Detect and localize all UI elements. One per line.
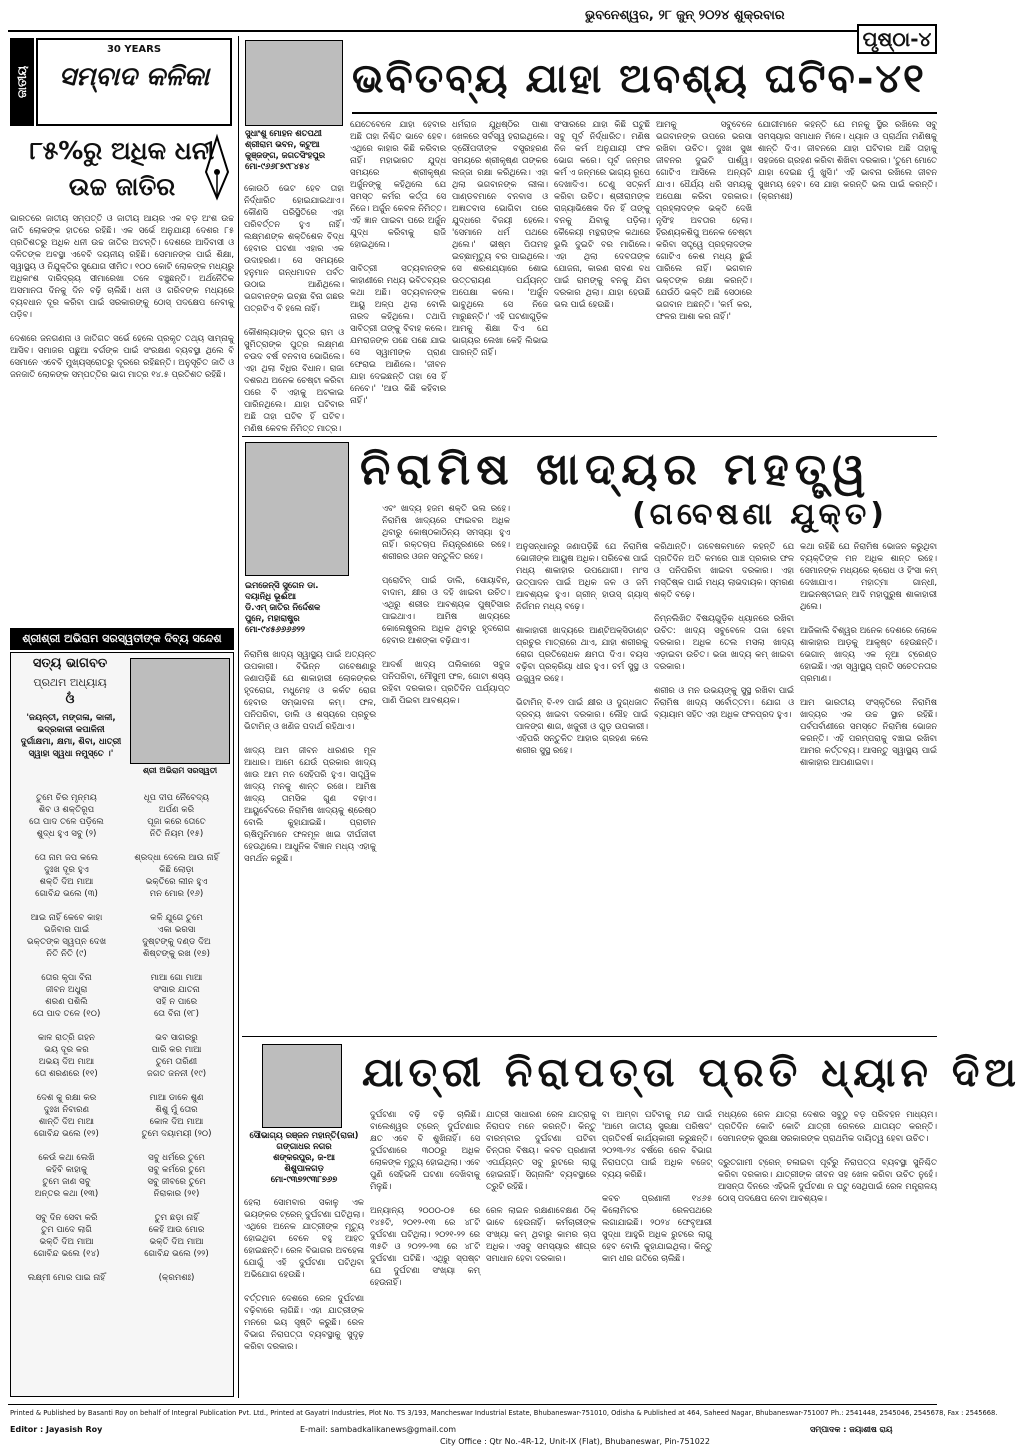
masthead-side-label: ଜାତୀୟ xyxy=(10,38,34,126)
footer-rule xyxy=(8,1404,937,1405)
article2-headline: ନିରାମିଷ ଖାଦ୍ୟର ମହତ୍ତ୍ୱ xyxy=(360,444,872,495)
page-number-box: ପୃଷ୍ଠା-୪ xyxy=(857,24,937,54)
saint-photo-caption: ଶ୍ରୀ ଅଭିରାମ ସରସ୍ୱତୀ xyxy=(142,766,218,775)
article2-col-2: ଏବଂ ଖାଦ୍ୟ ହଜମ ଶକ୍ତି ଭଲ ରହେ। ନିରାମିଷ ଖାଦ୍ୟରେ ଫାଇବର ଅଧିକ ଥିବାରୁ କୋଷ୍ଠକାଠିନ୍ୟ ସମସ୍ୟା ହୁଏ ନାହିଁ। ରକ୍ତଚାପ ନିୟନ୍ତ୍ରଣରେ ରହେ। ଶରୀରର ଓଜନ ସନ୍ତୁଳିତ ରହେ। ପ୍ରୋଟିନ୍ ପାଇଁ ଡାଲି, ସୋୟାବିନ୍, ବାଦାମ, କ୍ଷୀର ଓ ଦହି ଖାଇବା ଉଚିତ। ଏଥିରୁ ଶରୀର ଆବଶ୍ୟକ ପୁଷ୍ଟିସାର ପାଇଥାଏ। ଆମିଷ ଖାଦ୍ୟରେ କୋଲେଷ୍ଟ୍ରଲ ଅଧିକ ଥିବାରୁ ହୃଦରୋଗ ହେବାର ଆଶଙ୍କା ବଢ଼ିଯାଏ। ଆଦର୍ଶ ଖାଦ୍ୟ ତାଲିକାରେ ସବୁଜ ପନିପରିବା, ମୌସୁମୀ ଫଳ, ଗୋଟା ଶସ୍ୟ ରହିବା ଦରକାର। ପ୍ରତିଦିନ ପର୍ଯ୍ୟାପ୍ତ ପାଣି ପିଇବା ଆବଶ୍ୟକ। xyxy=(382,503,510,705)
spiritual-chapter: ପ୍ରଥମ ଅଧ୍ୟାୟ xyxy=(33,676,107,689)
spiritual-poem-column-1: ତୁମେ ଚିର ମୃନ୍ମୟ ଶିବ ଓ ଶକ୍ତିରୂପ ତୋ ପାଦ ତଳେ ପଡ଼ିଲେ ଶୁଦ୍ଧ ହୁଏ ସବୁ (୨) ତୋ ନାମ ଜପ କଲେ ଦୁଃଖ ଦୂର ହୁଏ ଶକ୍ତି ଦିଅ ମାଆ ଗୋବିନ୍ଦ ଭଲେ (୩) ଆଇ ନାହିଁ କେବେ କାହା ଭଜିବାର ପାଇଁ ଭକ୍ତଙ୍କ ସ୍ୱପ୍ନ ଦେଖ ନିତି ନିତି (୯) ତୋର କୃପା ବିନା ଜୀବନ ଅଧୁରା ଶରଣ ପଶିଲି ତୋ ପାଦ ତଳେ (୧୦) କାଳ ରାତ୍ରି ଗହନ ଭୟ ଦୂର କର ଅଭୟ ଦିଅ ମାଆ ତୋ ଶରଣରେ (୧୧) ଦେଶ କୁ ରକ୍ଷା କର ଦୁଃଖ ନିବାରଣ ଶାନ୍ତି ଦିଅ ମାଆ ଗୋବିନ୍ଦ ଭଲେ (୧୨) କେଉଁ କଥା ଲେଖି କହିବି କାହାକୁ ତୁମେ ଜାଣ ସବୁ ଅନ୍ତର କଥା (୧୩) ସବୁ ଦିନ ସେବା କରି ତୁମ ପାଦେ ଲାଗି ଭକ୍ତି ଦିଅ ମାଆ ଗୋବିନ୍ଦ ଭଲେ (୧୪) ଲକ୍ଷ୍ମୀ ମୋର ପାଇ ନାହିଁ xyxy=(26,793,107,1283)
author-photo-1 xyxy=(245,40,343,126)
header-rule xyxy=(8,30,857,32)
footer-city-office: City Office : Qtr No.-4R-12, Unit-IX (Flat), Bhubaneswar, Pin-751022 xyxy=(440,1437,710,1446)
left-story-body: ଭାରତରେ ଜାତୀୟ ସମ୍ପତ୍ତି ଓ ଜାତୀୟ ଆୟର ଏକ ବଡ଼ ଅଂଶ ଉଚ୍ଚ ଜାତି ଲୋକଙ୍କ ହାତରେ ରହିଛି। ଏକ ସର୍ଭେ ଅନୁଯାୟୀ ଦେଶର ୮୫ ପ୍ରତିଶତରୁ ଅଧିକ ଧନୀ ଉଚ୍ଚ ଜାତିର ଅଟନ୍ତି। ଦେଶରେ ଆଦିବାସୀ ଓ ଦଳିତଙ୍କ ଅବସ୍ଥା ଏବେବି ଦୟନୀୟ ରହିଛି। ସେମାନଙ୍କ ପାଇଁ ଶିକ୍ଷା, ସ୍ୱାସ୍ଥ୍ୟ ଓ ନିଯୁକ୍ତିର ସୁଯୋଗ ସୀମିତ। ୧୦୦ କୋଟି ଲୋକଙ୍କ ମଧ୍ୟରୁ ଅଧିକାଂଶ ଦାରିଦ୍ର୍ୟ ସୀମାରେଖା ତଳେ ବଞ୍ଚୁଛନ୍ତି। ଅର୍ଥନୈତିକ ଅସମାନତା ଦିନକୁ ଦିନ ବଢ଼ି ଚାଲିଛି। ଧନୀ ଓ ଗରିବଙ୍କ ମଧ୍ୟରେ ବ୍ୟବଧାନ ଦୂର କରିବା ପାଇଁ ସରକାରଙ୍କୁ ଠୋସ୍ ପଦକ୍ଷେପ ନେବାକୁ ପଡ଼ିବ। ଦେଶରେ ଜନଗଣନା ଓ ଜାତିଗତ ସର୍ଭେ ହେଲେ ପ୍ରକୃତ ତଥ୍ୟ ସାମ୍ନାକୁ ଆସିବ। ସମାଜର ପଛୁଆ ବର୍ଗଙ୍କ ପାଇଁ ସଂରକ୍ଷଣ ବ୍ୟବସ୍ଥା ଥିଲେ ବି ସେମାନେ ଏବେବି ମୁଖ୍ୟସ୍ରୋତରୁ ଦୂରରେ ରହିଛନ୍ତି। ଅନୁସୂଚିତ ଜାତି ଓ ଜନଜାତି ଲୋକଙ୍କ ସମ୍ପତ୍ତିର ଭାଗ ମାତ୍ର ୧୪.୫ ପ୍ରତିଶତ ରହିଛି। xyxy=(10,213,234,379)
footer-imprint: Printed & Published by Basanti Roy on behalf of Integral Publication Pvt. Ltd., Printed at Gayatri Industries, Plot No. TS 3/193, Mancheswar Industrial Estate, Bhubaneswar-751010, Odisha & Published at 464, Saheed Nagar, Bhubaneswar-751007 Ph.: 2541448, 2545046, 2545678, Fax : 2545668. xyxy=(10,1409,998,1417)
pen-nib-icon xyxy=(200,132,234,202)
article3-col-2: ଦୁର୍ଘଟଣା ବଢ଼ି ବଢ଼ି ଚାଲିଛି। ବାଲେଶ୍ୱର ଟ୍ରେନ୍ ଦୁର୍ଘଟଣାର କ୍ଷତ ଏବେ ବି ଶୁଖିନାହିଁ। ସେ ଦୁର୍ଘଟଣାରେ ୩୦୦ରୁ ଅଧିକ ଲୋକଙ୍କ ମୃତ୍ୟୁ ହୋଇଥିଲା। ଏବେ ପୁଣି ସେହିଭଳି ଘଟଣା ଦେଖିବାକୁ ମିଳୁଛି। ଅନ୍ୟାନ୍ୟ ୨୦୦୦-୦୫ ରେ ୧୪୫ଟି, ୨୦୧୨-୧୩ ରେ ୪୮ଟି ଦୁର୍ଘଟଣା ଘଟିଥିଲା। ୨୦୨୧-୨୨ ରେ ୩୫ଟି ଓ ୨୦୨୨-୨୩ ରେ ୪୮ଟି ଦୁର୍ଘଟଣା ଘଟିଛି। ଏଥିରୁ ସ୍ପଷ୍ଟ ଯେ ଦୁର୍ଘଟଣା ସଂଖ୍ୟା କମ୍ ହେଉନାହିଁ। xyxy=(370,1109,480,1287)
author-photo-2 xyxy=(245,442,349,576)
masthead-logo xyxy=(36,38,232,126)
article3-col-1: ହେଲା ସୋମବାର ସକାଳୁ ଏକ ଭୟଙ୍କର ଟ୍ରେନ୍ ଦୁର୍ଘଟଣା ଘଟିଥିଲା। ଏଥିରେ ଅନେକ ଯାତ୍ରୀଙ୍କ ମୃତ୍ୟୁ ହୋଇଥିବା ବେଳେ ବହୁ ଆହତ ହୋଇଛନ୍ତି। ରେଳ ବିଭାଗର ଅବହେଳା ଯୋଗୁଁ ଏହି ଦୁର୍ଘଟଣା ଘଟିଥିବା ଅଭିଯୋଗ ହେଉଛି। ବର୍ତ୍ତମାନ ଦେଶରେ ରେଳ ଦୁର୍ଘଟଣା ବଢ଼ିବାରେ ଲାଗିଛି। ଏହା ଯାତ୍ରୀଙ୍କ ମନରେ ଭୟ ସୃଷ୍ଟି କରୁଛି। ରେଳ ବିଭାଗ ନିରାପତ୍ତା ବ୍ୟବସ୍ଥାକୁ ସୁଦୃଢ଼ କରିବା ଦରକାର। xyxy=(244,1197,364,1351)
saint-photo xyxy=(130,658,230,764)
article1-col-1: କୋଉଠି ଭେଟ ହେବ ତାହା ନିର୍ଦ୍ଧାରିତ ହୋଇଯାଇଥାଏ। କୌଣସି ପରିସ୍ଥିତିରେ ଏହା ପରିବର୍ତ୍ତନ ହୁଏ ନାହିଁ। ଲକ୍ଷ୍ମଣଙ୍କ ଶକ୍ତିଶେଳ ବିଦ୍ଧ ହେବାର ଘଟଣା ଏହାର ଏକ ଉଦାହରଣ। ସେ ସମୟରେ ହନୁମାନ ଗନ୍ଧମାଦନ ପର୍ବତ ଉଠାଇ ଆଣିଥିଲେ। ଭଗବାନଙ୍କ ଇଚ୍ଛା ବିନା ଗଛର ପତ୍ରଟିଏ ବି ହଲେ ନାହିଁ। କୌଶଲ୍ୟାଙ୍କ ପୁତ୍ର ରାମ ଓ ସୁମିତ୍ରାଙ୍କ ପୁତ୍ର ଲକ୍ଷ୍ମଣ ଚଉଦ ବର୍ଷ ବନବାସ ଭୋଗିଲେ। ଏହା ଥିଲା ବିଧିର ବିଧାନ। ରାଜା ଦଶରଥ ଅନେକ ଚେଷ୍ଟା କରିବା ପରେ ବି ଏହାକୁ ଅଟକାଇ ପାରିନଥିଲେ। ଯାହା ଘଟିବାର ଅଛି ତାହା ଘଟିବ ହିଁ ଘଟିବ। ମଣିଷ କେବଳ ନିମିତ୍ତ ମାତ୍ର। xyxy=(244,183,344,433)
article3-col-3: ଯାତ୍ରୀ ସାଧାରଣ ରେଳ ଯାତ୍ରାକୁ ନିରାପଦ ମନେ କରନ୍ତି। କିନ୍ତୁ ବାରମ୍ବାର ଦୁର୍ଘଟଣା ଘଟିବା ଚିନ୍ତାର ବିଷୟ। କବଚ ପ୍ରଣାଳୀ ଏପର୍ଯ୍ୟନ୍ତ ସବୁ ରୁଟରେ ଲାଗୁ ହୋଇନାହିଁ। ସିଗ୍ନାଲିଂ ବ୍ୟବସ୍ଥାରେ ତ୍ରୁଟି ରହିଛି। ରେଳ ଲାଇନ ରକ୍ଷଣାବେକ୍ଷଣ ଠିକ୍ ଭାବେ ହେଉନାହିଁ। କର୍ମଚାରୀଙ୍କ ସଂଖ୍ୟା କମ୍ ଥିବାରୁ କାମର ଚାପ ଅଧିକ। ଏସବୁ ସମସ୍ୟାର ଶୀଘ୍ର ସମାଧାନ ହେବା ଦରକାର। xyxy=(486,1109,596,1263)
footer-email: E-mail: sambadkalikanews@gmail.com xyxy=(300,1425,457,1434)
article2-bottom-rule xyxy=(242,1036,937,1037)
masthead-title: ସମ୍ବାଦ କଳିକା xyxy=(58,62,210,92)
author-caption-3: ସୌଭାଗ୍ୟ ରଞ୍ଜନ ମହାନ୍ତି(ରାଜା) ଗଙ୍ଗାଧର ନଗର ଶଙ୍କରପୁର, ଜ-ଆ ଶିଶୁପାଳଗଡ଼ ମୋ-୯୩୭୨୯୩୮୭୬୭ xyxy=(249,1130,359,1184)
article2-subhead: (ଗବେଷଣା ଯୁକ୍ତ) xyxy=(632,497,888,532)
article1-col-4: ସଂସାରରେ ଯାହା କିଛି ଘଟୁଛି ସବୁ ପୂର୍ବ ନିର୍ଦ୍ଧାରିତ। ମଣିଷ ନିଜ କର୍ମ ଅନୁଯାୟୀ ଫଳ ଭୋଗ କରେ। ପୂର୍ବ ଜନ୍ମର କର୍ମ ଏ ଜନ୍ମରେ ଭାଗ୍ୟ ରୂପେ ଦେଖାଦିଏ। ତେଣୁ ସତ୍କର୍ମ କରିବା ଉଚିତ। ଶ୍ରୀରାମଙ୍କ ରାଜ୍ୟାଭିଷେକ ଦିନ ହିଁ ତାଙ୍କୁ ବନକୁ ଯିବାକୁ ପଡ଼ିଲା। କୈକେୟୀ ମନ୍ଥରାଙ୍କ କଥାରେ ଭୁଲି ଦୁଇଟି ବର ମାଗିଲେ। ଏହା ଥିଲା ଦେବତାଙ୍କ ଯୋଜନା, କାରଣ ରାବଣ ବଧ ପାଇଁ ରାମଙ୍କୁ ବନକୁ ଯିବା ଦରକାର ଥିଲା। ଯାହା ହେଉଛି ଭଲ ପାଇଁ ହେଉଛି। xyxy=(554,119,653,309)
spiritual-om: ଓଁ xyxy=(65,692,75,707)
spiritual-poem-column-2: ଧୂପ ଦୀପ ନୈବେଦ୍ୟ ଅର୍ପଣ କରି ପୂଜା କରେ ତୋତେ ନିତି ନିୟମ (୧୫) ଶ୍ରଦ୍ଧା ଦେଲେ ଆଉ ନାହିଁ କିଛି ଲୋଡ଼ା ଭକ୍ତିରେ ଲୀନ ହୁଏ ମନ ମୋର (୧୬) କଳି ଯୁଗେ ତୁମେ ଏକା ଭରସା ଦୁଷ୍ଟଙ୍କୁ ଦଣ୍ଡ ଦିଅ ଶିଷ୍ଟଙ୍କୁ ରଖ (୧୭) ମାଆ ଗୋ ମାଆ ସଂସାର ଯାତନା ସହି ନ ପାରେ ତୋ ବିନା (୧୮) ଭବ ସାଗରରୁ ପାରି କର ମାଆ ତୁମେ ତାରିଣୀ ଜଗତ ଜନନୀ (୧୯) ମାଆ ଡାକେ ଶୁଣ ଶିଶୁ ମୁଁ ତୋର କୋଳ ଦିଅ ମାଆ ତୁମେ ଦୟାମୟୀ (୨୦) ସବୁ ଧର୍ମରେ ତୁମେ ସବୁ କର୍ମରେ ତୁମେ ସବୁ ଜୀବରେ ତୁମେ ନିରାକାର (୨୧) ତୁମ ଛଡ଼ା ନାହିଁ କେହି ଆଉ ମୋର ଭକ୍ତି ଦିଅ ମାଆ ଗୋବିନ୍ଦ ଭଲେ (୨୨) (କ୍ରମଶଃ) xyxy=(134,793,219,1283)
article2-col-3: ଅନୁସନ୍ଧାନରୁ ଜଣାପଡ଼ିଛି ଯେ ନିରାମିଷ ଭୋଜୀଙ୍କ ଆୟୁଷ ଅଧିକ। ପରିବେଶ ପାଇଁ ମଧ୍ୟ ଶାକାହାର ଉପଯୋଗୀ। ମାଂସ ଉତ୍ପାଦନ ପାଇଁ ଅଧିକ ଜଳ ଓ ଜମି ଆବଶ୍ୟକ ହୁଏ। ଗ୍ରୀନ୍ ହାଉସ୍ ଗ୍ୟାସ୍ ନିର୍ଗମନ ମଧ୍ୟ ବଢ଼େ। ଶାକାହାରୀ ଖାଦ୍ୟରେ ଆଣ୍ଟିଅକ୍ସିଡାଣ୍ଟ ପ୍ରଚୁର ମାତ୍ରାରେ ଥାଏ, ଯାହା ଶରୀରକୁ ରୋଗ ପ୍ରତିରୋଧକ କ୍ଷମତା ଦିଏ। ବୟସ ବଢ଼ିବା ପ୍ରକ୍ରିୟା ଧୀର ହୁଏ। ଚର୍ମ ସୁସ୍ଥ ଓ ଉଜ୍ଜ୍ୱଳ ରହେ। ଭିଟାମିନ୍ ବି-୧୨ ପାଇଁ କ୍ଷୀର ଓ ଦୁଗ୍ଧଜାତ ଦ୍ରବ୍ୟ ଖାଇବା ଦରକାର। ଲୌହ ପାଇଁ ପାଳଙ୍ଗ ଶାଗ, ଖଜୁରୀ ଓ ଗୁଡ଼ ଉପକାରୀ। ଏହିପରି ସନ୍ତୁଳିତ ଆହାର ଗ୍ରହଣ କଲେ ଶରୀର ସୁସ୍ଥ ରହେ। xyxy=(516,541,648,755)
article1-bottom-rule xyxy=(242,436,937,437)
article2-col-1: ନିରାମିଷ ଖାଦ୍ୟ ସ୍ୱାସ୍ଥ୍ୟ ପାଇଁ ଅତ୍ୟନ୍ତ ଉପକାରୀ। ବିଭିନ୍ନ ଗବେଷଣାରୁ ଜଣାପଡ଼ିଛି ଯେ ଶାକାହାରୀ ଲୋକଙ୍କର ହୃଦରୋଗ, ମଧୁମେହ ଓ କର୍କଟ ରୋଗ ହେବାର ସମ୍ଭାବନା କମ୍। ଫଳ, ପନିପରିବା, ଡାଲି ଓ ଶସ୍ୟରେ ପ୍ରଚୁର ଭିଟାମିନ୍ ଓ ଖଣିଜ ପଦାର୍ଥ ରହିଥାଏ। ଖାଦ୍ୟ ଆମ ଜୀବନ ଧାରଣର ମୂଳ ଆଧାର। ଆମେ ଯେଉଁ ପ୍ରକାର ଖାଦ୍ୟ ଖାଉ ଆମ ମନ ସେହିପରି ହୁଏ। ସାତ୍ତ୍ୱିକ ଖାଦ୍ୟ ମନକୁ ଶାନ୍ତ ରଖେ। ଆମିଷ ଖାଦ୍ୟ ତାମସିକ ଗୁଣ ବଢ଼ାଏ। ଆୟୁର୍ବେଦରେ ନିରାମିଷ ଖାଦ୍ୟକୁ ଶ୍ରେଷ୍ଠ ବୋଲି କୁହାଯାଇଛି। ପ୍ରାଚୀନ ଋଷିମୁନିମାନେ ଫଳମୂଳ ଖାଇ ଦୀର୍ଘଜୀବୀ ହେଉଥିଲେ। ଆଧୁନିକ ବିଜ୍ଞାନ ମଧ୍ୟ ଏହାକୁ ସମର୍ଥନ କରୁଛି। xyxy=(244,649,376,863)
article3-headline: ଯାତ୍ରୀ ନିରାପତ୍ତା ପ୍ରତି ଧ୍ୟାନ ଦିଅ xyxy=(362,1050,1021,1096)
spiritual-subtitle: ସତ୍ୟ ଭାଗବତ xyxy=(32,656,108,671)
article1-col-3: ଧର୍ମରାଜ ଯୁଧିଷ୍ଠିର ପାଶା ଖେଳରେ ସର୍ବସ୍ୱ ହରାଇଥିଲେ। ଦ୍ରୌପଦୀଙ୍କ ବସ୍ତ୍ରହରଣ ସମୟରେ ଶ୍ରୀକୃଷ୍ଣ ତାଙ୍କର ଲଜ୍ଜା ରକ୍ଷା କରିଥିଲେ। ଏହା ଥିଲା ଭଗବାନଙ୍କ ଲୀଳା। ପାଣ୍ଡବମାନେ ବନବାସ ଓ ଅଜ୍ଞାତବାସ ଭୋଗିବା ପରେ ଯୁଦ୍ଧରେ ବିଜୟୀ ହେଲେ। 'ସେମାନେ ଧର୍ମ ପଥରେ ଥିଲେ।' ଭୀଷ୍ମ ପିତାମହ ଇଚ୍ଛାମୃତ୍ୟୁ ବର ପାଇଥିଲେ। ସେ ଶରଶଯ୍ୟାରେ ଶୋଇ ଉତ୍ତରାୟଣ ପର୍ଯ୍ୟନ୍ତ ଅପେକ୍ଷା କଲେ। 'ଅର୍ଜୁନ ଭାବୁଥିଲେ ସେ ନିଜେ ମାରୁଛନ୍ତି।' ଏହି ଘଟଣାଗୁଡ଼ିକ ଆମକୁ ଶିକ୍ଷା ଦିଏ ଯେ ଭାଗ୍ୟର ଲେଖା କେହି ଲିଭାଇ ପାରନ୍ତି ନାହିଁ। xyxy=(452,119,551,357)
left-headline-line2: ଉଚ୍ଚ ଜାତିର xyxy=(68,172,176,201)
article1-col-2: ଯେତେବେଳେ ଯାହା ହେବାର ଅଛି ତାହା ନିଶ୍ଚିତ ଭାବେ ହେବ। ଏଥିରେ କାହାର କିଛି କରିବାର ନାହିଁ। ମହାଭାରତ ଯୁଦ୍ଧ ସମୟରେ ଶ୍ରୀକୃଷ୍ଣ ଅର୍ଜୁନଙ୍କୁ କହିଥିଲେ ଯେ ସମସ୍ତ କର୍ମର କର୍ତ୍ତା ସେ ନିଜେ। ଅର୍ଜୁନ କେବଳ ନିମିତ୍ତ। ଏହି ଜ୍ଞାନ ପାଇବା ପରେ ଅର୍ଜୁନ ଯୁଦ୍ଧ କରିବାକୁ ରାଜି ହୋଇଥିଲେ। ସାବିତ୍ରୀ ସତ୍ୟବାନଙ୍କ କାହାଣୀରେ ମଧ୍ୟ ଭବିତବ୍ୟର କଥା ଅଛି। ସତ୍ୟବାନଙ୍କ ଆୟୁ ଅଳ୍ପ ଥିଲା ବୋଲି ନାରଦ କହିଥିଲେ। ତଥାପି ସାବିତ୍ରୀ ତାଙ୍କୁ ବିବାହ କଲେ। ଯମରାଜଙ୍କ ପଛେ ପଛେ ଯାଇ ସେ ସ୍ୱାମୀଙ୍କ ପ୍ରାଣ ଫେରାଇ ଆଣିଲେ। 'ଜୀବନ ଯାହା ଦେଇଛନ୍ତି ତାହା ସେ ହିଁ ନେବେ।' 'ଆଉ କିଛି କହିବାର ନାହିଁ।' xyxy=(350,119,446,405)
article1-col-5: ଆମକୁ ସବୁବେଳେ ଭଗବାନଙ୍କ ଉପରେ ଭରସା ରଖିବା ଉଚିତ। ଦୁଃଖ ସୁଖ ଜୀବନର ଦୁଇଟି ପାର୍ଶ୍ୱ। ଗୋଟିଏ ଆସିଲେ ଅନ୍ୟଟି ଯାଏ। ଧୈର୍ଯ୍ୟ ଧରି ସମୟକୁ ଅପେକ୍ଷା କରିବା ଦରକାର। ପ୍ରହ୍ଲାଦଙ୍କ ଭକ୍ତି ଦେଖି ନୃସିଂହ ଅବତାର ହେଲା। ହିରଣ୍ୟକଶିପୁ ଅନେକ ଚେଷ୍ଟା କରିବା ସତ୍ତ୍ୱେ ପ୍ରହ୍ଲାଦଙ୍କ ଗୋଟିଏ କେଶ ମଧ୍ୟ ଛୁଇଁ ପାରିଲେ ନାହିଁ। ଭଗବାନ ଭକ୍ତଙ୍କ ରକ୍ଷା କରନ୍ତି। ଯେଉଁଠି ଭକ୍ତି ଅଛି ସେଠାରେ ଭଗବାନ ଅଛନ୍ତି। 'କର୍ମ କର, ଫଳର ଆଶା କର ନାହିଁ।' xyxy=(656,119,755,321)
column-separator xyxy=(238,36,239,1398)
article1-headline: ଭବିତବ୍ୟ ଯାହା ଅବଶ୍ୟ ଘଟିବ-୪୧ xyxy=(352,56,926,102)
spiritual-title-bar: ଶ୍ରୀଶ୍ରୀ ଅଭିରାମ ସରସ୍ୱତୀଙ୍କ ଦିବ୍ୟ ସନ୍ଦେଶ xyxy=(10,628,234,650)
spiritual-verse: 'ଜୟନ୍ତୀ, ମଙ୍ଗଳା, କାଳୀ, ଭଦ୍ରକାଳୀ କପାଳିନୀ ଦୁର୍ଗାକ୍ଷମା, କ୍ଷମା, ଶିବା, ଧାତ୍ରୀ ସ୍ୱାହା ସ୍ୱଧା ନମୁସ୍ତେ ।' xyxy=(20,713,122,759)
article2-col-5: କଥା ରହିଛି ଯେ ନିରାମିଷ ଭୋଜନ କରୁଥିବା ବ୍ୟକ୍ତିଙ୍କ ମନ ଅଧିକ ଶାନ୍ତ ରହେ। ସେମାନଙ୍କ ମଧ୍ୟରେ କ୍ରୋଧ ଓ ହିଂସା କମ୍ ଦେଖାଯାଏ। ମହାତ୍ମା ଗାନ୍ଧୀ, ଆଇନଷ୍ଟାଇନ୍ ଆଦି ମହାପୁରୁଷ ଶାକାହାରୀ ଥିଲେ। ଆଜିକାଲି ବିଶ୍ୱର ଅନେକ ଦେଶରେ ଲୋକେ ଶାକାହାର ଆଡ଼କୁ ଆକୃଷ୍ଟ ହେଉଛନ୍ତି। ଭେଗାନ୍ ଖାଦ୍ୟ ଏକ ନୂଆ ଟ୍ରେଣ୍ଡ ହୋଇଛି। ଏହା ସ୍ୱାସ୍ଥ୍ୟ ପ୍ରତି ସଚେତନତାର ପ୍ରମାଣ। ଆମ ଭାରତୀୟ ସଂସ୍କୃତିରେ ନିରାମିଷ ଖାଦ୍ୟର ଏକ ଉଚ୍ଚ ସ୍ଥାନ ରହିଛି। ପର୍ବପର୍ବାଣୀରେ ସମସ୍ତେ ନିରାମିଷ ଭୋଜନ କରନ୍ତି। ଏହି ପରମ୍ପରାକୁ ବଞ୍ଚାଇ ରଖିବା ଆମର କର୍ତ୍ତବ୍ୟ। ଆସନ୍ତୁ ସ୍ୱାସ୍ଥ୍ୟ ପାଇଁ ଶାକାହାର ଆପଣାଇବା। xyxy=(800,541,937,767)
article1-rule xyxy=(352,112,937,114)
author-caption-2: ଇମଜେନ୍ସି ସୁଗେନ ଡା. ଦୟାନିଧି ଭୂଈଁଆ ଡି.ଏମ୍ ଜାତିର ନିର୍ଦ୍ଦେଶକ ପୁନେ, ମହାରାଷ୍ଟ୍ର ମୋ-୯୪୫୬୬୬୬୨୨ xyxy=(245,580,321,634)
masthead-years: 30 YEARS xyxy=(106,44,162,55)
left-story-headline xyxy=(12,136,232,202)
dateline: ଭୁବନେଶ୍ୱର, ୨୮ ଜୁନ୍ ୨୦୨୪ ଶୁକ୍ରବାର xyxy=(585,8,785,23)
left-headline-line1: ୮୫%ରୁ ଅଧିକ ଧନୀ xyxy=(29,136,215,165)
article3-col-5: ମଧ୍ୟରେ ରେଳ ଯାତ୍ରା ଦେଶର ସବୁଠୁ ବଡ଼ ପରିବହନ ମାଧ୍ୟମ। ପ୍ରତିଦିନ କୋଟି କୋଟି ଯାତ୍ରୀ ରେଳରେ ଯାତାୟତ କରନ୍ତି। ସେମାନଙ୍କ ସୁରକ୍ଷା ସରକାରଙ୍କ ପ୍ରାଥମିକ ଦାୟିତ୍ୱ ହେବା ଉଚିତ। ଦ୍ରୁତଗାମୀ ଟ୍ରେନ୍ ଚଳାଇବା ପୂର୍ବରୁ ନିରାପତ୍ତା ବ୍ୟବସ୍ଥା ସୁନିଶ୍ଚିତ କରିବା ଦରକାର। ଯାତ୍ରୀଙ୍କ ଜୀବନ ସହ ଖେଳ କରିବା ଉଚିତ ନୁହେଁ। ଆସନ୍ତା ଦିନରେ ଏହିଭଳି ଦୁର୍ଘଟଣା ନ ଘଟୁ ସେଥିପାଇଁ ରେଳ ମନ୍ତ୍ରାଳୟ ଠୋସ୍ ପଦକ୍ଷେପ ନେବା ଆବଶ୍ୟକ। xyxy=(718,1109,937,1203)
footer-editor: Editor : Jayasish Roy xyxy=(10,1425,103,1434)
article1-col-6: ଯୋଗୀମାନେ କହନ୍ତି ଯେ ମନକୁ ସ୍ଥିର ରଖିଲେ ସବୁ ସମସ୍ୟାର ସମାଧାନ ମିଳେ। ଧ୍ୟାନ ଓ ପ୍ରାର୍ଥନା ମଣିଷକୁ ଶାନ୍ତି ଦିଏ। ଜୀବନରେ ଯାହା ଘଟିବାର ଅଛି ତାହାକୁ ସହଜରେ ଗ୍ରହଣ କରିବା ଶିଖିବା ଦରକାର। 'ତୁମେ ମୋତେ ଯାହା ଦେଇଛ ମୁଁ ଖୁସି।' ଏହି ଭାବନା ରଖିଲେ ଜୀବନ ସୁଖମୟ ହେବ। ସେ ଯାହା କରନ୍ତି ଭଲ ପାଇଁ କରନ୍ତି। (କ୍ରମଶଃ) xyxy=(758,119,940,201)
footer-odia-editor: ସମ୍ପାଦକ : ଜୟାଶୀଷ ରାୟ xyxy=(810,1425,893,1434)
article2-col-4: କରିଥାନ୍ତି। ଗବେଷକମାନେ କହନ୍ତି ଯେ ପ୍ରତିଦିନ ଅତି କମରେ ପାଞ୍ଚ ପ୍ରକାର ଫଳ ଓ ପନିପରିବା ଖାଇବା ଦରକାର। ଏହା ମସ୍ତିଷ୍କ ପାଇଁ ମଧ୍ୟ ଲାଭଦାୟକ। ସ୍ମରଣ ଶକ୍ତି ବଢ଼େ। ନିମ୍ନଲିଖିତ ବିଷୟଗୁଡ଼ିକ ଧ୍ୟାନରେ ରଖିବା ଉଚିତ: ଖାଦ୍ୟ ସବୁବେଳେ ତାଜା ହେବା ଦରକାର। ଅଧିକ ତେଲ ମସଲା ଖାଦ୍ୟ ଏଡ଼ାଇବା ଉଚିତ। ଭଜା ଖାଦ୍ୟ କମ୍ ଖାଇବା ଦରକାର। ଶରୀର ଓ ମନ ଉଭୟଙ୍କୁ ସୁସ୍ଥ ରଖିବା ପାଇଁ ନିରାମିଷ ଖାଦ୍ୟ ସର୍ବୋତ୍ତମ। ଯୋଗ ଓ ବ୍ୟାୟାମ ସହିତ ଏହା ଅଧିକ ଫଳପ୍ରଦ ହୁଏ। xyxy=(654,541,794,719)
author-photo-3 xyxy=(262,1044,342,1128)
author-caption-1: ସୁଧାଂଶୁ ମୋହନ ଶତପଥୀ ଶ୍ରୀରାମ ଭବନ, କଟୁଆ କୁଞ୍ଜଙ୍ଗ, ଜଗତସିଂହପୁର ମୋ-୯୬୬୮୭୯୮୪୫୪ xyxy=(245,128,325,171)
article3-col-4: ବା ଆମ୍ବା ଘଟିବାକୁ ମନ୍ଦ ପାଇଁ 'ଆମେ ଜାତୀୟ ସୁରକ୍ଷା ପରିଷଦ' ପ୍ରତିବର୍ଷ କାର୍ଯ୍ୟକାରୀ କରୁଛନ୍ତି। ୨୦୨୩-୨୪ ବର୍ଷରେ ରେଳ ବିଭାଗ ନିରାପତ୍ତା ପାଇଁ ଅଧିକ ବଜେଟ୍ ବ୍ୟୟ କରିଛି। କବଚ ପ୍ରଣାଳୀ ୧୪୬୫ କିଲୋମିଟର ରେଳପଥରେ ଲଗାଯାଇଛି। ୨୦୨୪ ଫେବୃଆରୀ ସୁଦ୍ଧା ଆହୁରି ଅଧିକ ରୁଟରେ ଲାଗୁ ହେବ ବୋଲି କୁହାଯାଇଥିଲା। କିନ୍ତୁ କାମ ଧୀର ଗତିରେ ଚାଲିଛି। xyxy=(602,1109,712,1263)
